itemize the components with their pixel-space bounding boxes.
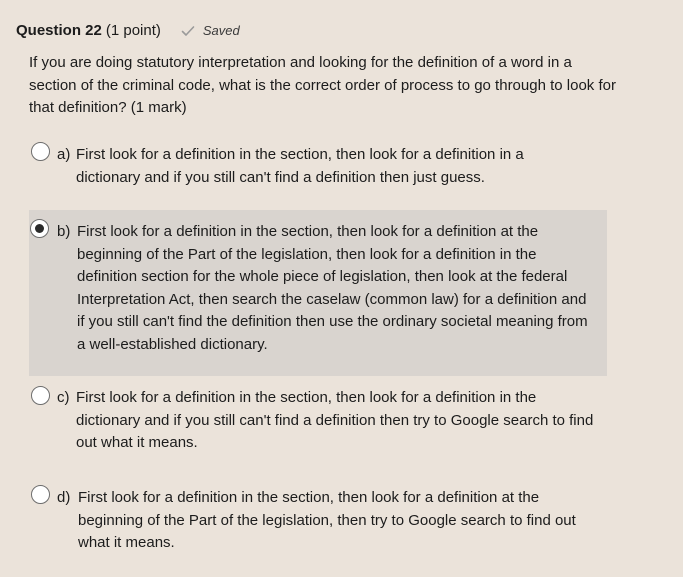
option-c-text: First look for a definition in the section, then look for a definition in the dictionary and if you still can't find a definition then try to Google search to find out what it means. xyxy=(76,389,594,451)
radio-button-a[interactable] xyxy=(31,142,50,161)
question-points: (1 point) xyxy=(105,22,161,39)
question-header xyxy=(16,22,240,39)
option-d-text: First look for a definition in the section, then look for a definition at the beginning of the Part of the legislation, then try to Google search to find out what it means. xyxy=(78,489,576,551)
option-b-text: First look for a definition in the section, then look for a definition at the beginning of the Part of the legislation, then look for a definition in the definition section for the whole piece of legislation, then look at the federal Interpretation Act, then search the caselaw (common law) for a definition and if you still can't find the definition then use the ordinary societal meaning from a well-established dictionary. xyxy=(77,223,588,353)
radio-selected-dot xyxy=(35,224,44,233)
option-a-letter: a) xyxy=(57,146,71,163)
option-c-letter: c) xyxy=(57,389,70,406)
option-c[interactable] xyxy=(29,380,607,460)
option-d[interactable] xyxy=(29,480,607,560)
radio-button-b[interactable] xyxy=(30,219,49,238)
question-text: If you are doing statutory interpretation and looking for the definition of a word in a section of the criminal code, what is the correct order of process to go through to look for that definition? (1 mark) xyxy=(29,54,616,116)
check-icon xyxy=(181,25,195,37)
saved-label: Saved xyxy=(202,23,240,38)
option-a[interactable] xyxy=(29,138,607,198)
radio-button-c[interactable] xyxy=(31,386,50,405)
option-a-text: First look for a definition in the section, then look for a definition in a dictionary and if you still can't find a definition then just guess. xyxy=(76,146,524,186)
option-b-letter: b) xyxy=(57,223,71,240)
option-d-letter: d) xyxy=(57,489,71,506)
question-title: Question 22 xyxy=(16,22,102,39)
radio-button-d[interactable] xyxy=(31,485,50,504)
option-b[interactable] xyxy=(29,210,607,376)
saved-indicator xyxy=(181,23,240,38)
